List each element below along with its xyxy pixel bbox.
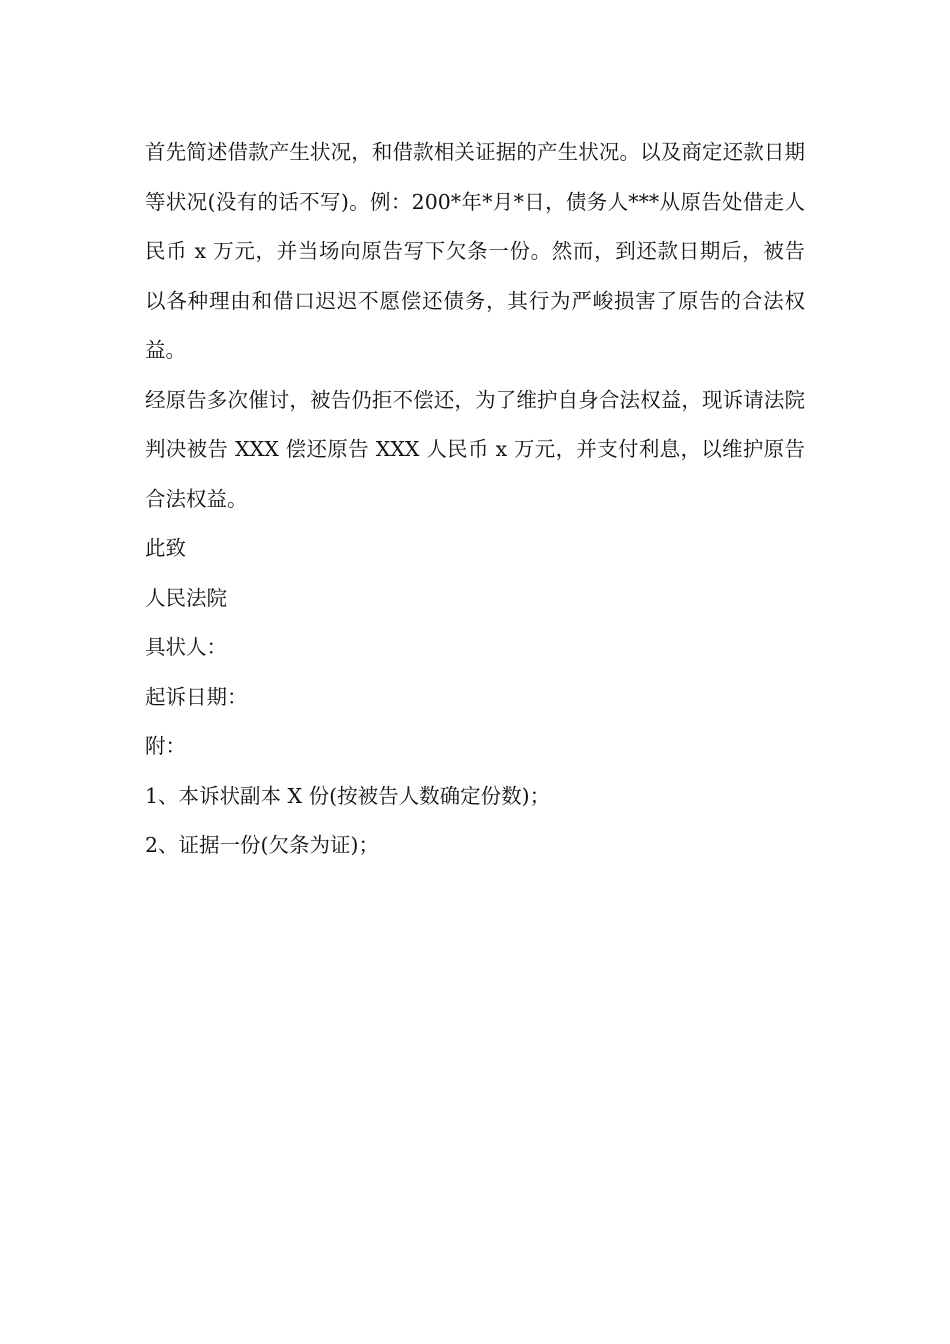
court-addressee: 人民法院 [145, 585, 227, 610]
signer-label: 具状人： [145, 635, 227, 659]
paragraph-claim-request: 经原告多次催讨，被告仍拒不偿还，为了维护自身合法权益，现诉请法院判决被告 XXX 偿还原告 XXX 人民币 x 万元，并支付利息，以维护原告合法权益。 [145, 387, 805, 511]
attachment-item: 1、本诉状副本 X 份(按被告人数确定份数)； [145, 783, 551, 808]
closing-salutation: 此致 [145, 536, 186, 560]
paragraph-loan-background: 首先简述借款产生状况，和借款相关证据的产生状况。以及商定还款日期等状况(没有的话不写)。例：200*年*月*日，债务人***从原告处借走人民币 x 万元，并当场向原告写下欠条一份。然而，到还款日期后，被告以各种理由和借口迟迟不愿偿还债务，其行为严峻损害了原告的合法权益。 [145, 140, 805, 362]
attachments-label: 附： [145, 734, 186, 758]
attachment-item: 2、证据一份(欠条为证)； [145, 833, 380, 857]
filing-date-label: 起诉日期： [145, 684, 248, 709]
document-body [145, 128, 805, 871]
